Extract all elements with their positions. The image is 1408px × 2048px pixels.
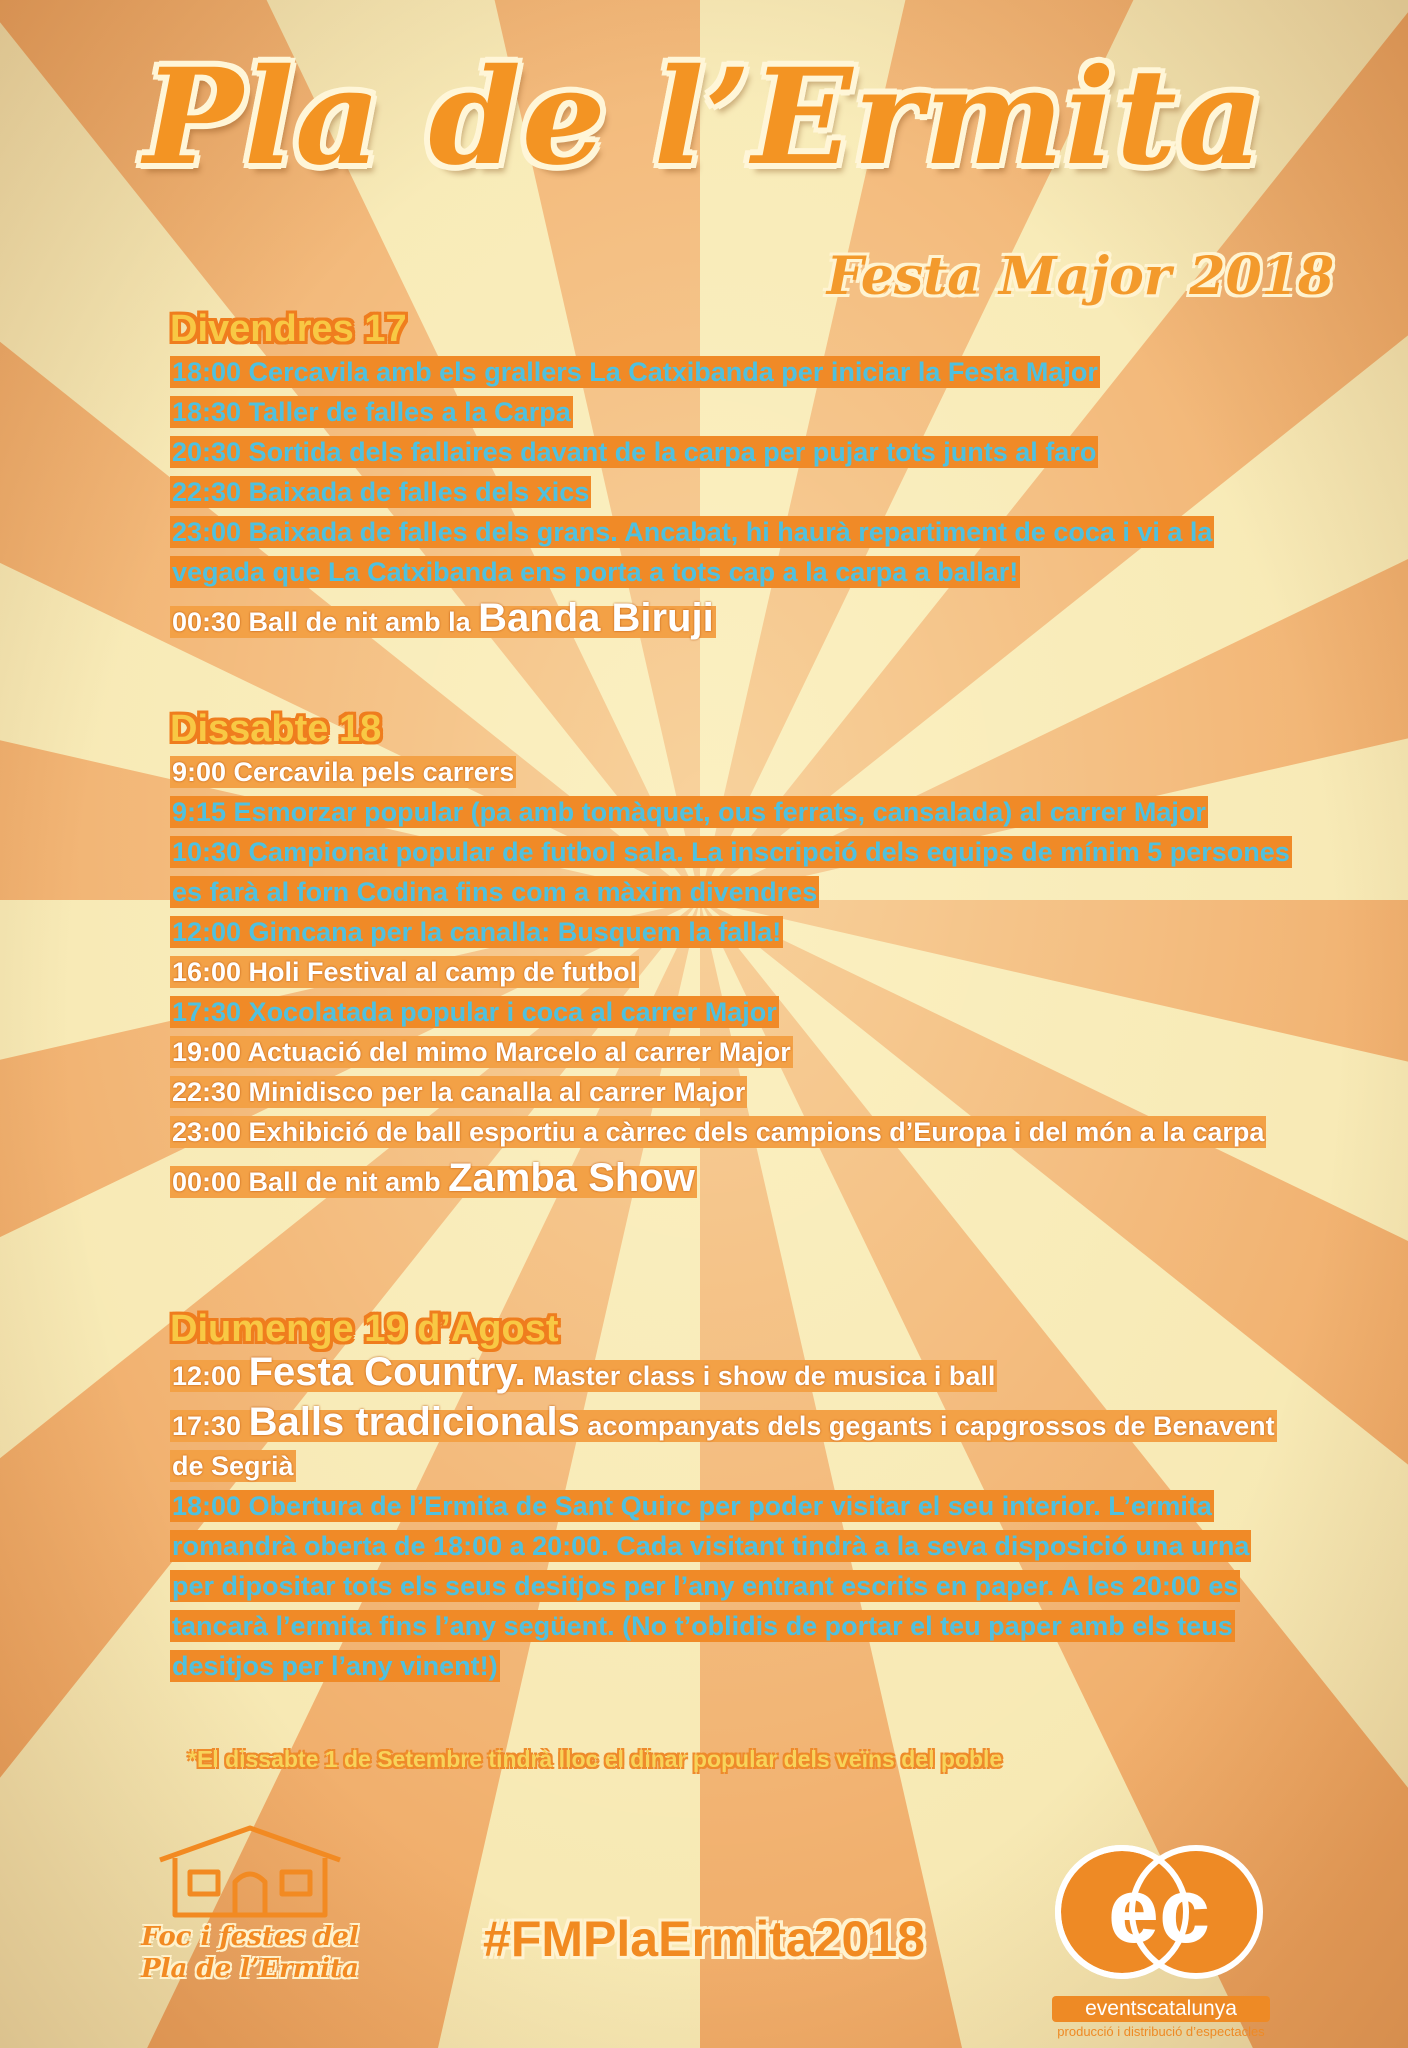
event-sun-3	[170, 1486, 1290, 1686]
event-sat-10	[170, 1158, 1290, 1202]
event-sat-1	[170, 752, 1290, 792]
event-headliner: Zamba Show	[448, 1156, 695, 1200]
event-detail: Master class i show de musica i ball	[533, 1361, 996, 1391]
event-time: 17:30	[172, 1411, 242, 1441]
event-sun-2	[170, 1402, 1290, 1486]
event-sat-5	[170, 952, 1290, 992]
event-sat-7	[170, 1032, 1290, 1072]
poster-subtitle: Festa Major 2018	[826, 246, 1334, 307]
event-text: 12:00 Gimcana per la canalla: Busquem la falla!	[172, 917, 782, 947]
event-prefix: 00:00 Ball de nit amb	[172, 1167, 441, 1197]
event-text	[170, 596, 716, 640]
event-fri-6	[170, 598, 1290, 642]
event-detail: acompanyats dels gegants i capgrossos de Benavent de Segrià	[172, 1411, 1275, 1481]
event-text: 20:30 Sortida dels fallaires davant de la carpa per pujar tots junts al faro	[172, 437, 1097, 467]
saturday-section	[170, 706, 1290, 1202]
event-text	[170, 1400, 1277, 1482]
day-heading-saturday: Dissabte 18	[170, 708, 382, 750]
event-sun-1	[170, 1352, 1290, 1396]
event-sat-3	[170, 832, 1290, 912]
event-text	[170, 1156, 697, 1200]
event-sat-8	[170, 1072, 1290, 1112]
day-heading-friday: Divendres 17	[170, 308, 407, 350]
event-time: 12:00	[172, 1361, 242, 1391]
day-heading-sunday: Diumenge 19 d’Agost	[170, 1308, 559, 1350]
event-fri-5	[170, 512, 1290, 592]
event-text: 16:00 Holi Festival al camp de futbol	[172, 957, 638, 987]
event-sat-4	[170, 912, 1290, 952]
friday-section	[170, 306, 1290, 642]
event-text: 18:00 Cercavila amb els grallers La Catxibanda per iniciar la Festa Major	[172, 357, 1098, 387]
event-fri-2	[170, 392, 1290, 432]
event-prefix: 00:30 Ball de nit amb la	[172, 607, 471, 637]
logo-right-brand	[1052, 1996, 1270, 2022]
event-headliner: Balls tradicionals	[248, 1400, 580, 1444]
event-text: 10:30 Campionat popular de futbol sala. La inscripció dels equips de mínim 5 persones es farà al forn Codina fins com a màxim divendres	[172, 837, 1290, 907]
event-text: 18:30 Taller de falles a la Carpa	[172, 397, 571, 427]
logo-left-line1: Foc i festes del	[141, 1922, 359, 1952]
event-fri-1	[170, 352, 1290, 392]
hut-logo-icon	[140, 1820, 360, 1920]
event-sat-2	[170, 792, 1290, 832]
sunday-section	[170, 1306, 1290, 1686]
event-sat-6	[170, 992, 1290, 1032]
event-text: 17:30 Xocolatada popular i coca al carrer Major	[172, 997, 777, 1027]
event-text	[170, 1350, 997, 1394]
events-catalunya-logo-icon	[1048, 1842, 1268, 1992]
footnote: *El dissabte 1 de Setembre tindrà lloc el dinar popular dels veïns del poble	[188, 1746, 1003, 1772]
event-headliner: Banda Biruji	[478, 596, 714, 640]
hashtag: #FMPlaErmita2018	[483, 1911, 925, 1967]
logo-mark: ec	[1107, 1860, 1211, 1962]
event-headliner: Festa Country.	[248, 1350, 526, 1394]
event-sat-9	[170, 1112, 1290, 1152]
event-text: 9:00 Cercavila pels carrers	[172, 757, 515, 787]
event-text: 23:00 Baixada de falles dels grans. Ancabat, hi haurà repartiment de coca i vi a la vegada que La Catxibanda ens porta a tots cap a la carpa a ballar!	[172, 517, 1213, 587]
event-text: 9:15 Esmorzar popular (pa amb tomàquet, ous ferrats, cansalada) al carrer Major	[172, 797, 1206, 827]
poster-title: Pla de l’Ermita	[143, 40, 1265, 195]
brand-part-a: events	[1085, 1997, 1147, 2020]
logo-left-line2: Pla de l’Ermita	[141, 1954, 359, 1984]
brand-part-b: catalunya	[1146, 1997, 1237, 2020]
event-text: 23:00 Exhibició de ball esportiu a càrrec dels campions d’Europa i del món a la carpa	[172, 1117, 1265, 1147]
event-text: 18:00 Obertura de l’Ermita de Sant Quirc per poder visitar el seu interior. L’ermita romandrà oberta de 18:00 a 20:00. Cada visitant tindrà a la seva disposició una urna per dipositar tots els seus desitjos per l’any entrant escrits en paper. A les 20:00 es tancarà l’ermita fins l’any següent. (No t’oblidis de portar el teu paper amb els teus desitjos per l’any vinent!)	[172, 1491, 1250, 1681]
logo-right-tagline: producció i distribució d’espectacles	[1057, 2024, 1265, 2039]
event-fri-3	[170, 432, 1290, 472]
event-text: 22:30 Baixada de falles dels xics	[172, 477, 590, 507]
event-fri-4	[170, 472, 1290, 512]
event-text: 19:00 Actuació del mimo Marcelo al carrer Major	[172, 1037, 791, 1067]
event-text: 22:30 Minidisco per la canalla al carrer Major	[172, 1077, 746, 1107]
